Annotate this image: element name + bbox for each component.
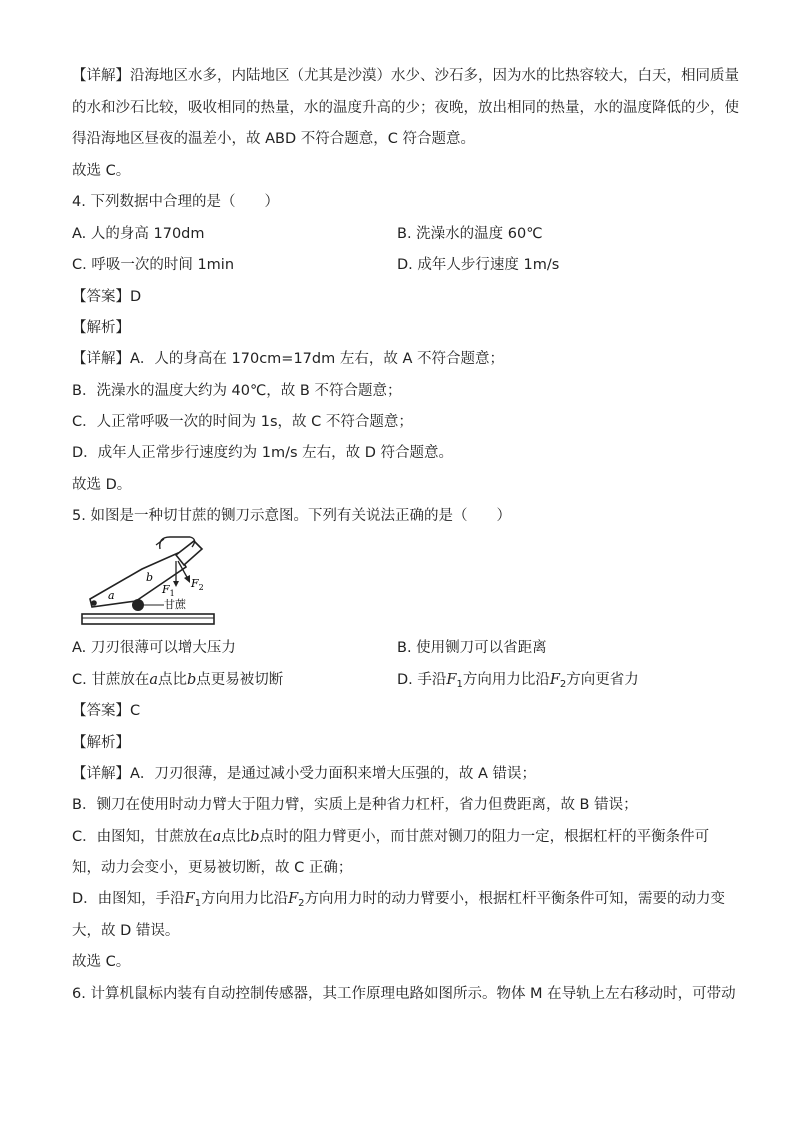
sugarcane-label: 甘蔗	[164, 598, 186, 611]
q4-detail-d: D．成年人正常步行速度约为 1m/s 左右，故 D 符合题意。	[72, 445, 454, 461]
q4-answer: 【答案】D	[72, 289, 142, 305]
q5-option-d: D. 手沿$F_1$方向用力比沿$F_2$方向更省力	[397, 672, 639, 690]
q5-option-c: C. 甘蔗放在a点比b点更易被切断	[72, 672, 284, 688]
q3-detail-line1: 【详解】沿海地区水多，内陆地区（尤其是沙漠）水少、沙石多，因为水的比热容较大，白天，相同质量	[72, 68, 739, 84]
force-f1-arrowhead	[173, 581, 179, 587]
q5-detail-b: B．铡刀在使用时动力臂大于阻力臂，实质上是种省力杠杆，省力但费距离，故 B 错误；	[72, 797, 638, 813]
q4-conclusion: 故选 D。	[72, 477, 132, 493]
q5-detail-d-line1: D．由图知，手沿$F_1$方向用力比沿$F_2$方向用力时的动力臂要小，根据杠杆平衡条件可知，需要的动力变	[72, 891, 726, 909]
q5-detail-a: 【详解】A．刀刃很薄，是通过减小受力面积来增大压强的，故 A 错误；	[72, 766, 537, 782]
q5-stem: 5. 如图是一种切甘蔗的铡刀示意图。下列有关说法正确的是（ ）	[72, 508, 511, 524]
q4-option-d: D. 成年人步行速度 1m/s	[397, 257, 560, 273]
q4-detail-a: 【详解】A．人的身高在 170cm=17dm 左右，故 A 不符合题意；	[72, 351, 504, 367]
q5-analysis-heading: 【解析】	[72, 735, 130, 751]
pivot	[91, 600, 97, 606]
q5-answer: 【答案】C	[72, 703, 141, 719]
q4-detail-b: B．洗澡水的温度大约为 40℃，故 B 不符合题意；	[72, 383, 402, 399]
q4-stem: 4. 下列数据中合理的是（ ）	[72, 194, 279, 210]
q5-detail-c-line1: C．由图知，甘蔗放在a点比b点时的阻力臂更小，而甘蔗对铡刀的阻力一定，根据杠杆的平衡条件可	[72, 829, 710, 845]
q5-option-a: A. 刀刃很薄可以增大压力	[72, 640, 236, 656]
q4-option-a: A. 人的身高 170dm	[72, 226, 205, 242]
point-a-label: a	[108, 589, 115, 602]
q5-detail-c-line2: 知，动力会变小，更易被切断，故 C 正确；	[72, 860, 353, 876]
q5-conclusion: 故选 C。	[72, 954, 131, 970]
q6-stem: 6. 计算机鼠标内装有自动控制传感器，其工作原理电路如图所示。物体 M 在导轨上左右移动时，可带动	[72, 986, 736, 1002]
q3-detail-line3: 得沿海地区昼夜的温差小，故 ABD 不符合题意，C 符合题意。	[72, 131, 475, 147]
q3-detail-line2: 的水和沙石比较，吸收相同的热量，水的温度升高的少；夜晚，放出相同的热量，水的温度降低的少，使	[72, 100, 739, 116]
point-b-label: b	[146, 571, 154, 584]
guillotine-cutter-figure	[78, 535, 218, 630]
force-f1-label: $F_1$	[162, 583, 175, 598]
q4-option-c: C. 呼吸一次的时间 1min	[72, 257, 235, 273]
q5-option-b: B. 使用铡刀可以省距离	[397, 640, 547, 656]
q4-option-b: B. 洗澡水的温度 60℃	[397, 226, 543, 242]
q3-conclusion: 故选 C。	[72, 163, 131, 179]
force-f2-label: $F_2$	[191, 577, 204, 592]
base-platform	[82, 614, 214, 624]
q5-detail-d-line2: 大，故 D 错误。	[72, 923, 180, 939]
q4-detail-c: C．人正常呼吸一次的时间为 1s，故 C 不符合题意；	[72, 414, 413, 430]
sugarcane	[132, 599, 144, 611]
q4-analysis-heading: 【解析】	[72, 320, 130, 336]
